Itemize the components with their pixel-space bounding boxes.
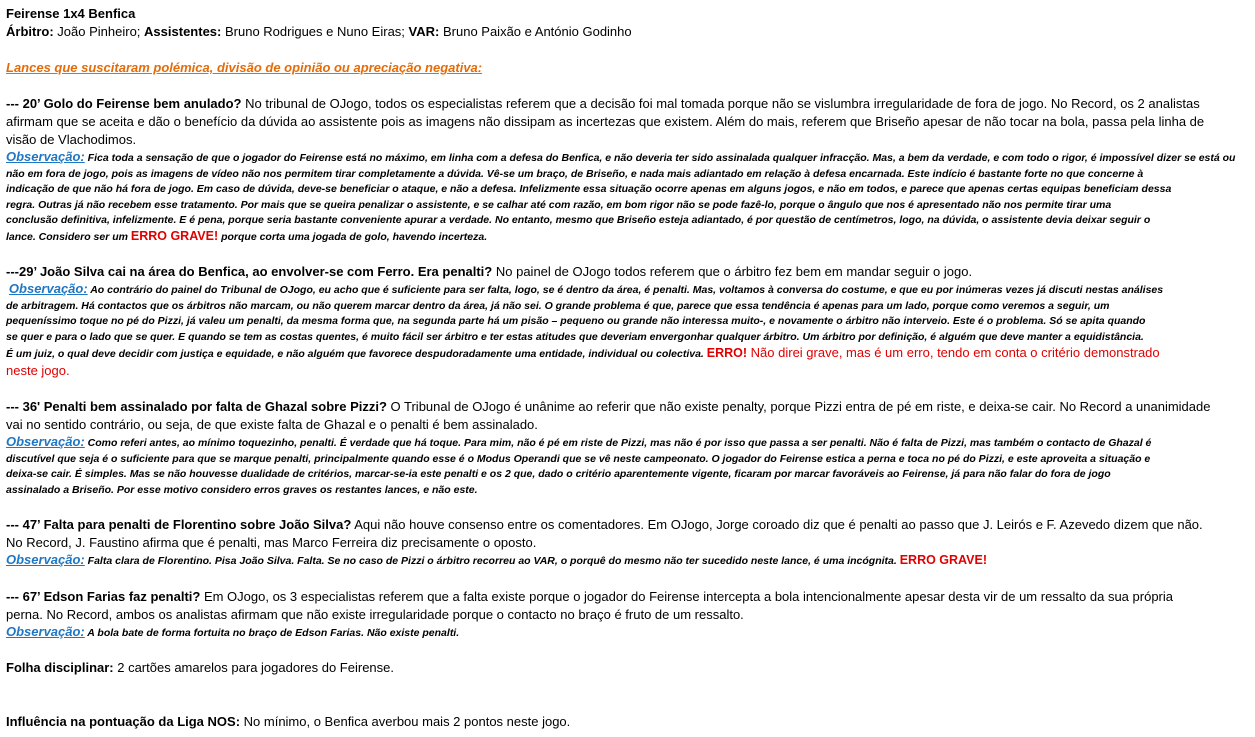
observation-text: discutível que seja é o suficiente para que se marque penalti, principalmente quando esse é o Modus Operandi que se vê neste campeonato. O jogador do Feirense estica a perna e toca no pé do Pizzi, e este aproveita a situação e [6,452,1151,465]
observation-text: É um juiz, o qual deve decidir com justiça e equidade, e não alguém que favorece despudoradamente uma entidade, individual ou colectiva. [6,348,707,360]
verdict-badge: ERRO! [706,346,748,360]
observation-text: regra. Outras já não recebem esse tratamento. Por mais que se queira penalizar o assistente, e se calhar até com razão, em bom rigor não se pode fazê-lo, porque o ângulo que nos é apresentado não nos permite tirar uma [6,198,1112,211]
incident-text [6,398,1248,416]
incident-20 [6,95,1248,245]
incident-text [6,516,1248,534]
observation-label: Observação: [6,149,85,164]
observation-text: Ao contrário do painel do Tribunal de OJogo, eu acho que é suficiente para ser falta, logo, se é dentro da área, é penalti. Mas, voltamos à conversa do costume, e que eu por inúmeras vezes já discuti nestas análises [87,284,1164,296]
observation-text [6,363,1248,381]
incident-47 [6,516,1248,570]
observation [6,624,1248,642]
incident-body: Em OJogo, os 3 especialistas referem que a falta existe porque o jogador do Feirense intercepta a bola intencionalmente apesar desta vir de um ressalto da sua própria [200,588,1173,604]
incident-text [6,263,1248,281]
observation-text: indicação de que não há fora de jogo. Em caso de dúvida, deve-se beneficiar o ataque, e não a defesa. Infelizmente essa situação ocorre apenas em alguns jogos, e não em todos, e parece que apenas certas equipas beneficiam dessa [6,183,1172,195]
incident-head: --- 67’ Edson Farias faz penalti? [6,588,201,604]
discipline-line [6,659,1248,677]
observation-text: A bola bate de forma fortuita no braço de Edson Farias. Não existe penalti. [84,626,460,639]
observation-text: não em fora de jogo, pois as imagens de vídeo não nos permitem tirar completamente a dúvida. Vê-se um braço, de Briseño, e nada mais adiantado em relação à defesa encarnada. Este indício é bastante forte no que concerne à [6,167,1144,180]
observation-text: Falta clara de Florentino. Pisa João Silva. Falta. Se no caso de Pizzi o árbitro recorreu ao VAR, o porquê do mesmo não ter sucedido neste lance, é uma incógnita. [84,555,900,567]
observation [6,434,1248,452]
incident-body: Aqui não houve consenso entre os comentadores. Em OJogo, Jorge coroado diz que é penalti ao passo que J. Leirós e F. Azevedo dizem que não. [351,517,1203,532]
var-names: Bruno Paixão e António Godinho [442,24,632,39]
incident-head: --- 36' Penalti bem assinalado por falta de Ghazal sobre Pizzi? [6,399,387,414]
incident-body: No Record, J. Faustino afirma que é penalti, mas Marco Ferreira diz precisamente o oposto. [6,535,537,550]
verdict-text: neste jogo. [6,362,70,378]
observation [6,281,1248,299]
influence-text: No mínimo, o Benfica averbou mais 2 pontos neste jogo. [240,714,571,729]
observation-label: Observação: [6,434,85,449]
incident-body: vai no sentido contrário, ou seja, de que existe falta de Ghazal e o penalti é bem assinalado. [6,417,538,432]
observation [6,149,1248,167]
officials-line [6,23,1248,41]
referee-name: João Pinheiro; [57,24,141,39]
incident-body: afirmam que se aceita e dão o benefício da dúvida ao assistente pois as imagens não dissipam as incertezas que existem. Além do mais, referem que Briseño apesar de não tocar na bola, passa pela linha de [6,114,1205,129]
observation-label: Observação: [8,281,88,296]
discipline-label: Folha disciplinar: [6,660,114,675]
incident-body: perna. No Record, ambos os analistas afirmam que não existe irregularidade porque o contacto no braço é fruto de um ressalto. [6,606,744,622]
verdict-text: Não direi grave, mas é um erro, tendo em conta o critério demonstrado [747,345,1160,360]
observation-text: porque corta uma jogada de golo, havendo incerteza. [218,230,488,243]
incident-head: ---29’ João Silva cai na área do Benfica, ao envolver-se com Ferro. Era penalti? [6,264,493,279]
observation-text [6,229,1248,246]
incident-36 [6,398,1248,498]
verdict-badge: ERRO GRAVE! [899,553,987,567]
var-label: VAR: [408,24,440,39]
observation-text: pequeníssimo toque no pé do Pizzi, já valeu um penalti, da mesma forma que, na segunda parte há um pisão – pequeno ou grande não interessa muito-, e novamente o árbitro não interveio. Este é o problema. Só se apita quando [6,315,1146,327]
incident-29 [6,263,1248,380]
incident-body: No tribunal de OJogo, todos os especialistas referem que a decisão foi mal tomada porque não se vislumbra irregularidade de fora de jogo. No Record, os 2 analistas [241,96,1200,111]
observation-text: deixa-se cair. É simples. Mas se não houvesse dualidade de critérios, marcar-se-ia este penalti e os 2 que, dado o critério aparentemente vigente, ficaram por marcar favoráveis ao Feirense, já para não falar do fora de jogo [6,468,1111,480]
discipline-text: 2 cartões amarelos para jogadores do Feirense. [113,660,395,675]
incident-67 [6,588,1248,642]
referee-label: Árbitro: [6,24,54,39]
verdict-badge: ERRO GRAVE! [130,228,219,243]
match-title: Feirense 1x4 Benfica [6,6,136,21]
incident-body: No painel de OJogo todos referem que o árbitro fez bem em mandar seguir o jogo. [492,264,973,279]
observation-label: Observação: [6,552,85,567]
influence-line [6,713,1248,731]
observation-text: Como referi antes, ao mínimo toquezinho, penalti. É verdade que há toque. Para mim, não é pé em riste de Pizzi, mas não é por isso que passa a ser penalti. Não é falta de Pizzi, mas também o contacto de Ghazal é [84,437,1152,449]
incident-body: O Tribunal de OJogo é unânime ao referir que não existe penalty, porque Pizzi entra de pé em riste, e deixa-se cair. No Record a unanimidade [386,399,1211,414]
assistants-names: Bruno Rodrigues e Nuno Eiras; [224,24,405,39]
observation-label: Observação: [6,623,85,639]
incident-text [6,588,1248,606]
observation [6,552,1248,570]
incident-text [6,95,1248,113]
observation-text: se quer e para o lado que se quer. E quando se tem as costas quentes, é muito fácil ser árbitro e ter estas atitudes que deveriam envergonhar qualquer árbitro. Um árbitro por definição, é alguém que deve manter a equidistância. [6,330,1144,343]
observation-text: Fica toda a sensação de que o jogador do Feirense está no máximo, em linha com a defesa do Benfica, e não deveria ter sido assinalada qualquer infracção. Mas, a bem da verdade, e com todo o rigor, é impossível dizer se está ou [84,152,1236,164]
observation-text: lance. Considero ser um [6,230,131,243]
observation-text: de arbitragem. Há contactos que os árbitros não marcam, ou não querem marcar dentro da área, já não sei. O grande problema é que, parece que essa tendência é apenas para um lado, porque como veremos a seguir, um [6,299,1110,312]
incident-head: --- 47’ Falta para penalti de Florentino sobre João Silva? [6,517,352,532]
section-heading: Lances que suscitaram polémica, divisão de opinião ou apreciação negativa: [6,60,483,75]
observation-text: assinalado a Briseño. Por esse motivo considero erros graves os restantes lances, e não este. [6,483,478,496]
incident-body: visão de Vlachodimos. [6,132,137,147]
observation-text [6,345,1248,363]
influence-label: Influência na pontuação da Liga NOS: [6,714,241,729]
document [6,5,1248,731]
incident-head: --- 20’ Golo do Feirense bem anulado? [6,96,242,111]
assistants-label: Assistentes: [144,24,222,39]
observation-text: conclusão definitiva, infelizmente. E é pena, porque seria bastante conveniente apurar a verdade. No entanto, mesmo que Briseño esteja adiantado, é por questão de centímetros, logo, na dúvida, o assistente devia deixar seguir o [6,214,1151,226]
